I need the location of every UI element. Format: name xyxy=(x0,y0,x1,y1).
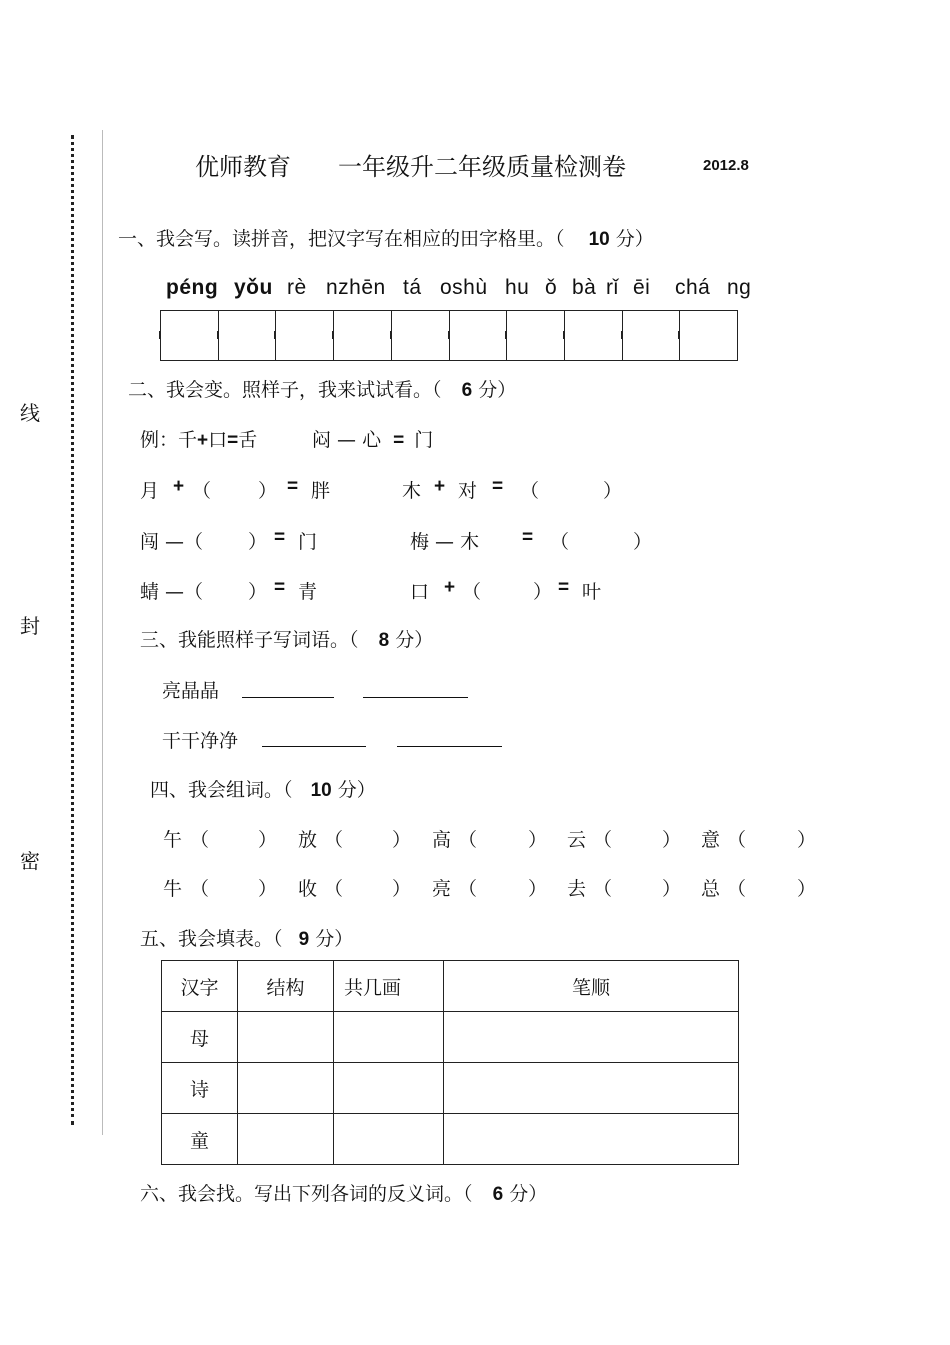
compose-char: 云 xyxy=(567,829,587,851)
paren-close: ） xyxy=(258,878,278,900)
section6-heading xyxy=(140,1179,547,1206)
section5-label: 五、我会填表。（ xyxy=(140,928,283,950)
section3-points: 8 xyxy=(378,630,390,651)
compose-char: 放 xyxy=(298,829,318,851)
table-row xyxy=(162,1012,739,1063)
table-row xyxy=(162,1063,739,1114)
item-text: 胖 xyxy=(311,480,331,502)
paren-close: ） xyxy=(258,480,278,502)
answer-cell[interactable] xyxy=(238,1114,334,1165)
section4-label: 四、我会组词。（ xyxy=(150,779,293,801)
paren-open: （ xyxy=(593,829,613,851)
paren-close: ） xyxy=(528,878,548,900)
pinyin-syllable: yǒu xyxy=(234,276,273,299)
section3-heading xyxy=(140,625,433,652)
item-text: 门 xyxy=(298,531,318,553)
grid-cell[interactable] xyxy=(161,311,219,360)
pinyin-syllable: ng xyxy=(727,276,752,299)
plus-sign: + xyxy=(173,476,185,497)
plus-sign: + xyxy=(444,577,456,598)
equals-sign: = xyxy=(558,577,570,598)
table-header-row xyxy=(162,961,739,1012)
paren-open: （ xyxy=(458,878,478,900)
example-word: 干干净净 xyxy=(162,730,239,752)
compose-char: 高 xyxy=(432,829,452,851)
section1-heading xyxy=(118,224,654,251)
item-text: 木 xyxy=(402,480,422,502)
answer-cell[interactable] xyxy=(238,1012,334,1063)
table-header: 汉字 xyxy=(162,961,238,1012)
paren-open: （ xyxy=(727,829,747,851)
pinyin-syllable: bà xyxy=(572,276,597,299)
margin-char-mi: 密 xyxy=(20,849,40,873)
header-date: 2012.8 xyxy=(703,157,749,174)
item-text: 叶 xyxy=(582,581,602,603)
example-text: 舌 xyxy=(238,429,258,451)
table-header: 笔顺 xyxy=(444,961,739,1012)
paren-open: （ xyxy=(324,829,344,851)
section6-label: 六、我会找。写出下列各词的反义词。（ xyxy=(140,1183,473,1205)
example-text: 例：千 xyxy=(140,429,198,451)
example-row xyxy=(140,425,257,452)
equals-sign: = xyxy=(522,527,534,548)
paren-open: （ xyxy=(190,878,210,900)
paren-open: （ xyxy=(727,878,747,900)
example-eq: = xyxy=(227,430,239,451)
answer-blank[interactable] xyxy=(363,697,468,698)
section1-points: 10 xyxy=(588,229,610,250)
answer-blank[interactable] xyxy=(397,746,502,747)
example2-row xyxy=(312,425,433,452)
paren-open: （ xyxy=(520,480,540,502)
pinyin-syllable: chá xyxy=(675,276,711,299)
paren-open: （ xyxy=(190,829,210,851)
paren-open: （ xyxy=(593,878,613,900)
paren-open: （ xyxy=(192,480,212,502)
grid-cell[interactable] xyxy=(623,311,681,360)
section2-points: 6 xyxy=(461,380,473,401)
paren-close: ） xyxy=(392,878,412,900)
grid-cell[interactable] xyxy=(450,311,508,360)
margin-char-xian: 线 xyxy=(20,401,40,425)
grid-cell[interactable] xyxy=(334,311,392,360)
example-text: 门 xyxy=(414,429,434,451)
section6-points: 6 xyxy=(492,1184,504,1205)
pinyin-syllable: tá xyxy=(403,276,422,299)
table-row xyxy=(162,1114,739,1165)
example-plus: + xyxy=(197,430,209,451)
compose-char: 亮 xyxy=(432,878,452,900)
paren-close: ） xyxy=(662,829,682,851)
section1-label: 一、我会写。读拼音，把汉字写在相应的田字格里。（ xyxy=(118,228,565,250)
compose-char: 总 xyxy=(701,878,721,900)
item-text: 月 xyxy=(140,480,160,502)
paren-close: ） xyxy=(528,829,548,851)
equals-sign: = xyxy=(287,476,299,497)
paren-close: ） xyxy=(797,829,817,851)
example-text: 口 xyxy=(208,429,228,451)
paren-close: ） xyxy=(248,531,268,553)
header-org: 优师教育 xyxy=(195,153,291,181)
item-text: 对 xyxy=(458,480,478,502)
pinyin-syllable: rè xyxy=(287,276,307,299)
compose-char: 收 xyxy=(298,878,318,900)
compose-char: 牛 xyxy=(163,878,183,900)
equals-sign: = xyxy=(492,476,504,497)
plus-sign: + xyxy=(434,476,446,497)
section2-label: 二、我会变。照样子，我来试试看。（ xyxy=(128,379,442,401)
answer-cell[interactable] xyxy=(334,1012,444,1063)
pinyin-syllable: ǒ xyxy=(545,276,558,299)
section5-heading xyxy=(140,924,353,951)
table-char: 诗 xyxy=(162,1063,238,1114)
pinyin-line xyxy=(0,276,950,306)
section4-points: 10 xyxy=(310,780,332,801)
example-word: 亮晶晶 xyxy=(162,680,220,702)
pinyin-syllable: péng xyxy=(166,276,219,299)
character-table xyxy=(161,960,739,1165)
answer-cell[interactable] xyxy=(334,1063,444,1114)
paren-open: （ xyxy=(324,878,344,900)
pinyin-syllable: hu xyxy=(505,276,530,299)
section5-points: 9 xyxy=(298,929,310,950)
grid-cell[interactable] xyxy=(680,311,737,360)
answer-cell[interactable] xyxy=(334,1114,444,1165)
grid-cell[interactable] xyxy=(507,311,565,360)
grid-cell[interactable] xyxy=(392,311,450,360)
table-header: 共几画 xyxy=(334,961,444,1012)
answer-cell[interactable] xyxy=(444,1063,739,1114)
section2-heading xyxy=(128,375,516,402)
table-char: 童 xyxy=(162,1114,238,1165)
margin-char-feng: 封 xyxy=(20,614,40,638)
tianzige-grid xyxy=(160,310,738,361)
compose-char: 去 xyxy=(567,878,587,900)
paren-close: ） xyxy=(533,581,553,603)
paren-close: ） xyxy=(248,581,268,603)
section4-suffix: 分） xyxy=(337,779,376,801)
section6-suffix: 分） xyxy=(509,1183,548,1205)
paren-close: ） xyxy=(392,829,412,851)
paren-close: ） xyxy=(258,829,278,851)
grid-cell[interactable] xyxy=(276,311,334,360)
section3-label: 三、我能照样子写词语。（ xyxy=(140,629,359,651)
paren-close: ） xyxy=(797,878,817,900)
paren-open: （ xyxy=(458,829,478,851)
equals-sign: = xyxy=(274,577,286,598)
answer-blank[interactable] xyxy=(262,746,366,747)
section3-suffix: 分） xyxy=(395,629,434,651)
pinyin-syllable: rǐ xyxy=(606,276,619,299)
grid-cell[interactable] xyxy=(565,311,623,360)
pinyin-syllable: oshù xyxy=(440,276,488,299)
compose-char: 意 xyxy=(701,829,721,851)
item-text: 青 xyxy=(298,581,318,603)
pinyin-syllable: nzhēn xyxy=(326,276,386,299)
table-header: 结构 xyxy=(238,961,334,1012)
answer-cell[interactable] xyxy=(238,1063,334,1114)
example-eq: = xyxy=(393,430,405,451)
paren-close: ） xyxy=(633,531,653,553)
example-text: 闷 — 心 xyxy=(312,429,382,451)
page-title: 一年级升二年级质量检测卷 xyxy=(338,153,626,181)
equals-sign: = xyxy=(274,527,286,548)
grid-cell[interactable] xyxy=(219,311,277,360)
pinyin-syllable: ēi xyxy=(633,276,651,299)
section4-heading xyxy=(150,775,376,802)
answer-cell[interactable] xyxy=(444,1012,739,1063)
paren-open: （ xyxy=(462,581,482,603)
item-text: 口 xyxy=(410,581,430,603)
answer-cell[interactable] xyxy=(444,1114,739,1165)
item-text: 闯 —（ xyxy=(140,531,204,553)
compose-char: 午 xyxy=(163,829,183,851)
table-char: 母 xyxy=(162,1012,238,1063)
section5-suffix: 分） xyxy=(315,928,354,950)
item-text: 梅 — 木 xyxy=(410,531,480,553)
paren-close: ） xyxy=(662,878,682,900)
paren-open: （ xyxy=(550,531,570,553)
section1-suffix: 分） xyxy=(615,228,654,250)
section2-suffix: 分） xyxy=(478,379,517,401)
item-text: 蜻 —（ xyxy=(140,581,204,603)
paren-close: ） xyxy=(603,480,623,502)
answer-blank[interactable] xyxy=(242,697,334,698)
